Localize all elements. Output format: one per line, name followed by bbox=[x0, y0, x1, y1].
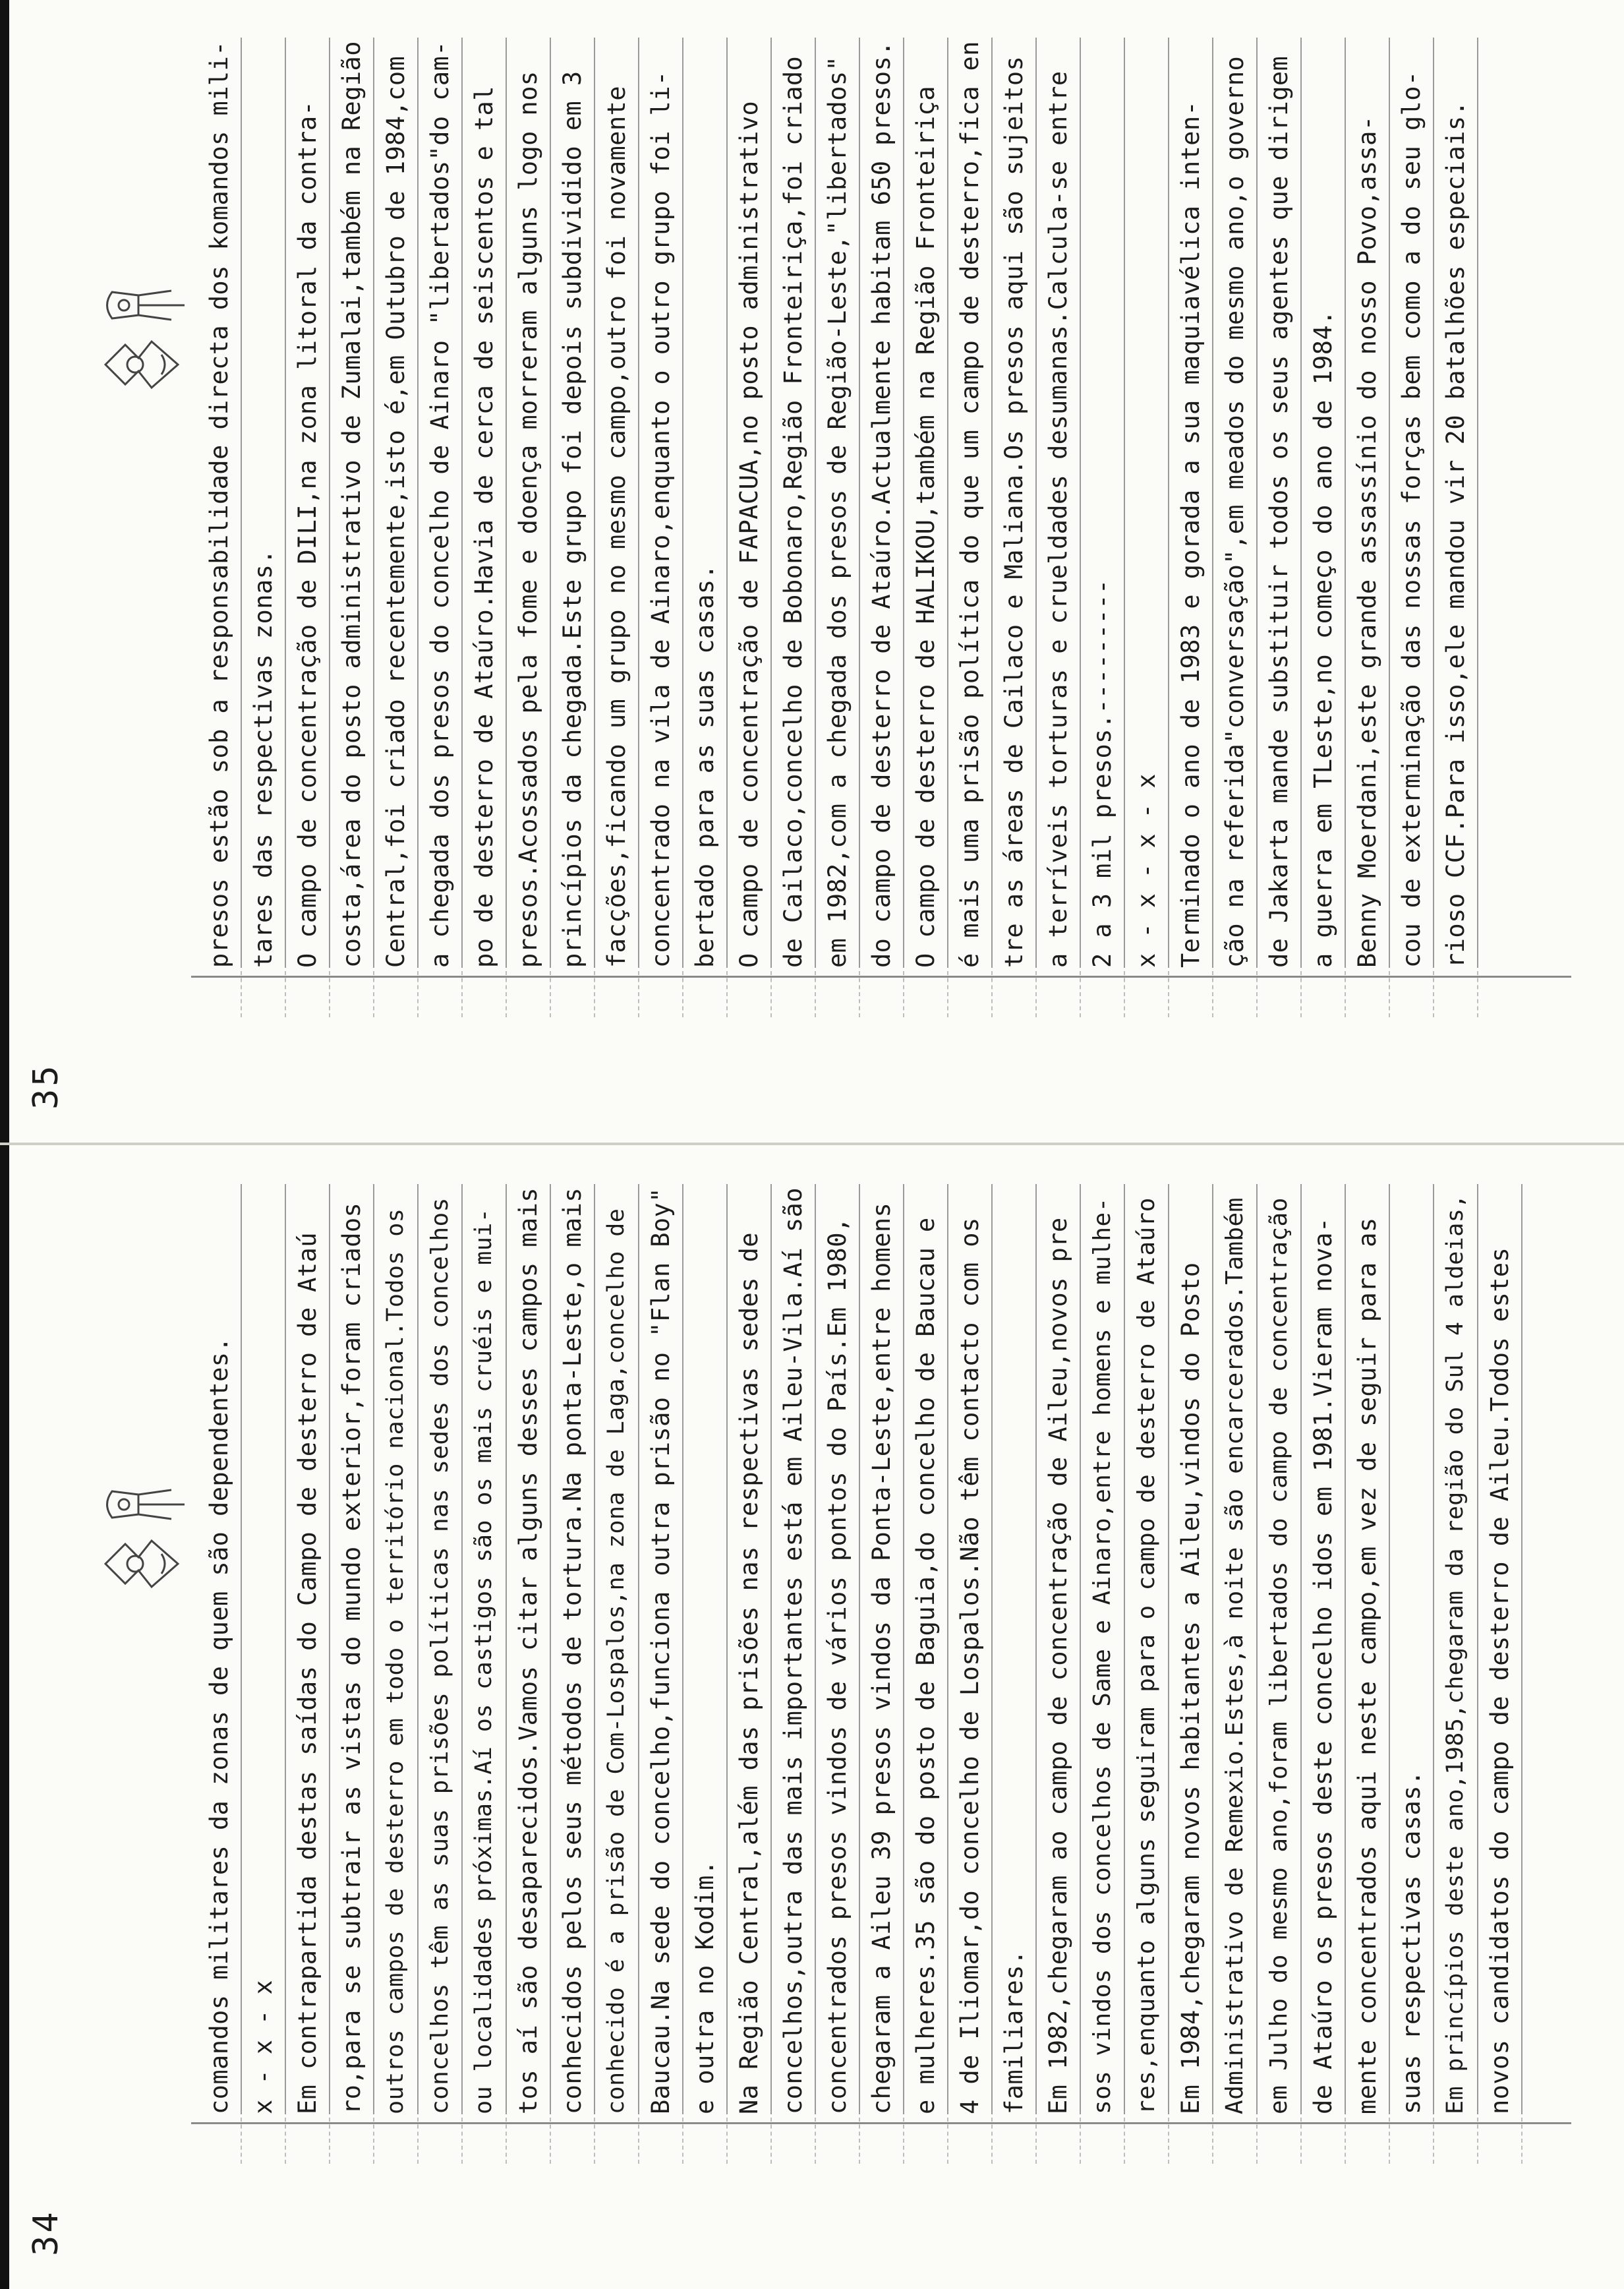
margin-tick bbox=[728, 2118, 772, 2164]
text-line: Terminado o ano de 1983 e gorada a sua maquiavélica inten- bbox=[1169, 38, 1213, 968]
margin-tick bbox=[948, 971, 993, 1017]
margin-tick bbox=[772, 971, 816, 1017]
margin-tick bbox=[374, 2118, 419, 2164]
margin-tick bbox=[1302, 971, 1346, 1017]
text-line: Em 1984,chegaram novos habitantes a Aileu,vindos do Posto bbox=[1169, 1184, 1213, 2114]
margin-tick bbox=[639, 2118, 683, 2164]
text-line: é mais uma prisão política do que um campo de desterro,fica en bbox=[948, 38, 993, 968]
margin-tick bbox=[904, 971, 948, 1017]
left-page bbox=[0, 1144, 1624, 2289]
margin-tick bbox=[198, 2118, 242, 2164]
text-line: presos estão sob a responsabilidade directa dos komandos mili- bbox=[198, 38, 242, 968]
margin-tick bbox=[1434, 971, 1478, 1017]
text-line: outros campos de desterro em todo o território nacional.Todos os bbox=[374, 1184, 419, 2114]
page-number: 35 bbox=[26, 1063, 66, 1110]
text-line: de Cailaco,concelho de Bobonaro,Região Fronteiriça,foi criado bbox=[772, 38, 816, 968]
margin-tick bbox=[816, 971, 860, 1017]
margin-ticks bbox=[198, 2118, 1522, 2164]
text-line: Baucau.Na sede do concelho,funciona outra prisão no "Flan Boy" bbox=[639, 1184, 683, 2114]
margin-tick bbox=[198, 971, 242, 1017]
text-line: ou localidades próximas.Aí os castigos são os mais cruéis e mui- bbox=[463, 1184, 507, 2114]
text-line: x - x - x - x bbox=[1125, 38, 1169, 968]
margin-tick bbox=[330, 971, 374, 1017]
margin-tick bbox=[993, 971, 1037, 1017]
text-line: de Ataúro os presos deste concelho idos em 1981.Vieram nova- bbox=[1302, 1184, 1346, 2114]
text-line: e mulheres.35 são do posto de Baguia,do concelho de Baucau e bbox=[904, 1184, 948, 2114]
margin-tick bbox=[1169, 971, 1213, 1017]
text-line: a guerra em TLeste,no começo do ano de 1984. bbox=[1302, 38, 1346, 968]
text-line: sos vindos dos concelhos de Same e Ainaro,entre homens e mulhe- bbox=[1081, 1184, 1125, 2114]
margin-tick bbox=[1125, 2118, 1169, 2164]
margin-tick bbox=[1478, 2118, 1522, 2164]
text-line: po de desterro de Ataúro.Havia de cerca de seiscentos e tal bbox=[463, 38, 507, 968]
margin-tick bbox=[1258, 971, 1302, 1017]
page-number: 34 bbox=[26, 2209, 66, 2256]
margin-tick bbox=[507, 971, 551, 1017]
margin-tick bbox=[993, 2118, 1037, 2164]
text-line: tos aí são desaparecidos.Vamos citar alguns desses campos mais bbox=[507, 1184, 551, 2114]
text-line: Benny Moerdani,este grande assassínio do nosso Povo,assa- bbox=[1346, 38, 1390, 968]
text-line: Central,foi criado recentemente,isto é,em Outubro de 1984,com bbox=[374, 38, 419, 968]
margin-tick bbox=[242, 971, 286, 1017]
margin-tick bbox=[1390, 971, 1434, 1017]
text-line: em 1982,com a chegada dos presos de Região-Leste,"libertados" bbox=[816, 38, 860, 968]
margin-tick bbox=[330, 2118, 374, 2164]
text-line: concelhos,outra das mais importantes está em Aileu-Vila.Aí são bbox=[772, 1184, 816, 2114]
text-block bbox=[198, 38, 1478, 968]
text-line: concentrados presos vindos de vários pontos do País.Em 1980, bbox=[816, 1184, 860, 2114]
text-line: bertado para as suas casas. bbox=[683, 38, 728, 968]
margin-tick bbox=[242, 2118, 286, 2164]
text-line: a chegada dos presos do concelho de Ainaro "libertados"do cam- bbox=[419, 38, 463, 968]
margin-tick bbox=[1081, 2118, 1125, 2164]
margin-tick bbox=[1125, 971, 1169, 1017]
margin-tick bbox=[816, 2118, 860, 2164]
page-gutter bbox=[0, 1143, 1624, 1145]
margin-tick bbox=[551, 2118, 595, 2164]
margin-tick bbox=[463, 2118, 507, 2164]
text-line: res,enquanto alguns seguiram para o campo de desterro de Ataúro bbox=[1125, 1184, 1169, 2114]
margin-tick bbox=[1434, 2118, 1478, 2164]
margin-tick bbox=[419, 971, 463, 1017]
right-page bbox=[0, 0, 1624, 1143]
margin-tick bbox=[286, 971, 330, 1017]
text-line: 2 a 3 mil presos.--------- bbox=[1081, 38, 1125, 968]
margin-tick bbox=[639, 971, 683, 1017]
text-line: Administrativo de Remexio.Estes,à noite são encarcerados.Também bbox=[1213, 1184, 1258, 2114]
margin-tick bbox=[683, 2118, 728, 2164]
text-line: suas respectivas casas. bbox=[1390, 1184, 1434, 2114]
margin-tick bbox=[463, 971, 507, 1017]
margin-tick bbox=[419, 2118, 463, 2164]
margin-tick bbox=[1213, 2118, 1258, 2164]
margin-tick bbox=[595, 2118, 639, 2164]
text-line: princípios da chegada.Este grupo foi depois subdividido em 3 bbox=[551, 38, 595, 968]
pictogram-icon bbox=[99, 1472, 204, 1603]
text-line: familiares. bbox=[993, 1184, 1037, 2114]
margin-tick bbox=[1169, 2118, 1213, 2164]
margin-tick bbox=[286, 2118, 330, 2164]
margin-ticks bbox=[198, 971, 1478, 1017]
text-block bbox=[198, 1184, 1522, 2114]
text-line: e outra no Kodim. bbox=[683, 1184, 728, 2114]
text-line: chegaram a Aileu 39 presos vindos da Ponta-Leste,entre homens bbox=[860, 1184, 904, 2114]
margin-tick bbox=[595, 971, 639, 1017]
text-line: em Julho do mesmo ano,foram libertados do campo de concentração bbox=[1258, 1184, 1302, 2114]
text-line: O campo de desterro de HALIKOU,também na Região Fronteiriça bbox=[904, 38, 948, 968]
text-line: comandos militares da zonas de quem são dependentes. bbox=[198, 1184, 242, 2114]
text-line: mente concentrados aqui neste campo,em vez de seguir para as bbox=[1346, 1184, 1390, 2114]
margin-tick bbox=[772, 2118, 816, 2164]
text-line: Na Região Central,além das prisões nas respectivas sedes de bbox=[728, 1184, 772, 2114]
margin-tick bbox=[904, 2118, 948, 2164]
margin-tick bbox=[374, 971, 419, 1017]
text-line: tares das respectivas zonas. bbox=[242, 38, 286, 968]
text-line: conhecido é a prisão de Com-Lospalos,na zona de Laga,concelho de bbox=[595, 1184, 639, 2114]
pictogram-icon bbox=[99, 272, 204, 404]
text-line: novos candidatos do campo de desterro de Aileu.Todos estes bbox=[1478, 1184, 1522, 2114]
text-line: ro,para se subtrair as vistas do mundo exterior,foram criados bbox=[330, 1184, 374, 2114]
text-line: concelhos têm as suas prisões políticas nas sedes dos concelhos bbox=[419, 1184, 463, 2114]
text-line: Em princípios deste ano,1985,chegaram da região do Sul 4 aldeias, bbox=[1434, 1184, 1478, 2114]
text-line: cou de exterminação das nossas forças bem como a do seu glo- bbox=[1390, 38, 1434, 968]
margin-tick bbox=[1037, 2118, 1081, 2164]
margin-tick bbox=[1346, 2118, 1390, 2164]
margin-tick bbox=[683, 971, 728, 1017]
margin-tick bbox=[1037, 971, 1081, 1017]
margin-tick bbox=[728, 971, 772, 1017]
margin-tick bbox=[551, 971, 595, 1017]
text-line: concentrado na vila de Ainaro,enquanto o outro grupo foi li- bbox=[639, 38, 683, 968]
text-line: O campo de concentração de FAPACUA,no posto administrativo bbox=[728, 38, 772, 968]
text-line: 4 de Iliomar,do concelho de Lospalos.Não têm contacto com os bbox=[948, 1184, 993, 2114]
text-line: tre as áreas de Cailaco e Maliana.Os presos aqui são sujeitos bbox=[993, 38, 1037, 968]
margin-tick bbox=[1302, 2118, 1346, 2164]
margin-tick bbox=[1390, 2118, 1434, 2164]
margin-tick bbox=[507, 2118, 551, 2164]
text-line: conhecidos pelos seus métodos de tortura.Na ponta-Leste,o mais bbox=[551, 1184, 595, 2114]
text-line: x - x - x bbox=[242, 1184, 286, 2114]
margin-tick bbox=[860, 2118, 904, 2164]
margin-tick bbox=[860, 971, 904, 1017]
margin-tick bbox=[1081, 971, 1125, 1017]
text-line: facções,ficando um grupo no mesmo campo,outro foi novamente bbox=[595, 38, 639, 968]
text-line: Em contrapartida destas saídas do Campo de desterro de Ataú bbox=[286, 1184, 330, 2114]
text-line: presos.Acossados pela fome e doença morreram alguns logo nos bbox=[507, 38, 551, 968]
text-line: do campo de desterro de Ataúro.Actualmente habitam 650 presos. bbox=[860, 38, 904, 968]
text-line: costa,área do posto administrativo de Zumalai,também na Região bbox=[330, 38, 374, 968]
text-line: Em 1982,chegaram ao campo de concentração de Aileu,novos pre bbox=[1037, 1184, 1081, 2114]
margin-tick bbox=[948, 2118, 993, 2164]
text-line: de Jakarta mande substituir todos os seus agentes que dirigem bbox=[1258, 38, 1302, 968]
text-line: a terríveis torturas e crueldades desumanas.Calcula-se entre bbox=[1037, 38, 1081, 968]
margin-tick bbox=[1258, 2118, 1302, 2164]
margin-tick bbox=[1213, 971, 1258, 1017]
text-line: O campo de concentração de DILI,na zona litoral da contra- bbox=[286, 38, 330, 968]
text-line: ção na referida"conversação",em meados do mesmo ano,o governo bbox=[1213, 38, 1258, 968]
margin-tick bbox=[1346, 971, 1390, 1017]
text-line: rioso CCF.Para isso,ele mandou vir 20 batalhões especiais. bbox=[1434, 38, 1478, 968]
